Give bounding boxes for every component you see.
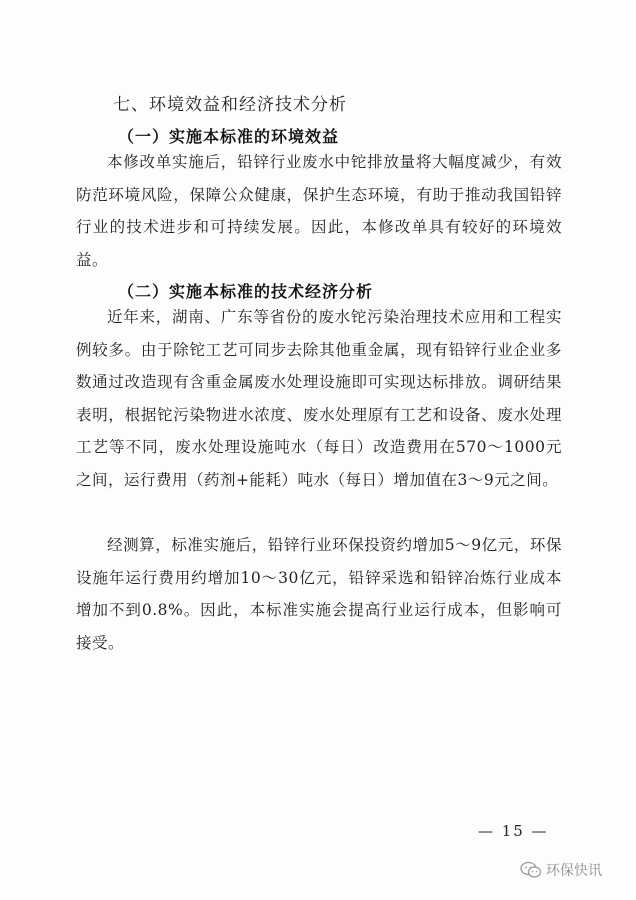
watermark [520, 860, 602, 880]
subsection-title-environmental-benefit: （一）实施本标准的环境效益 [118, 127, 340, 146]
subsection-title-economic-analysis: （二）实施本标准的技术经济分析 [118, 282, 374, 301]
paragraph-economic-analysis-2: 经测算，标准实施后，铅锌行业环保投资约增加5～9亿元，环保设施年运行费用约增加10～30亿元，铅锌采选和铅锌冶炼行业成本增加不到0.8%。因此，本标准实施会提高行业运行成本，但影响可接受。 [76, 536, 562, 652]
wechat-icon [520, 861, 542, 879]
section-title: 七、环境效益和经济技术分析 [113, 95, 347, 115]
watermark-text: 环保快讯 [546, 863, 602, 879]
paragraph-environmental-benefit: 本修改单实施后，铅锌行业废水中铊排放量将大幅度减少，有效防范环境风险，保障公众健康，保护生态环境，有助于推动我国铅锌行业的技术进步和可持续发展。因此，本修改单具有较好的环境效益。 [76, 153, 562, 269]
page-number: — 15 — [478, 822, 549, 840]
paragraph-economic-analysis-1: 近年来，湖南、广东等省份的废水铊污染治理技术应用和工程实例较多。由于除铊工艺可同步去除其他重金属，现有铅锌行业企业多数通过改造现有含重金属废水处理设施即可实现达标排放。调研结果表明，根据铊污染物进水浓度、废水处理原有工艺和设备、废水处理工艺等不同，废水处理设施吨水（每日）改造费用在570～1000元之间，运行费用（药剂+能耗）吨水（每日）增加值在3～9元之间。 [76, 308, 562, 489]
